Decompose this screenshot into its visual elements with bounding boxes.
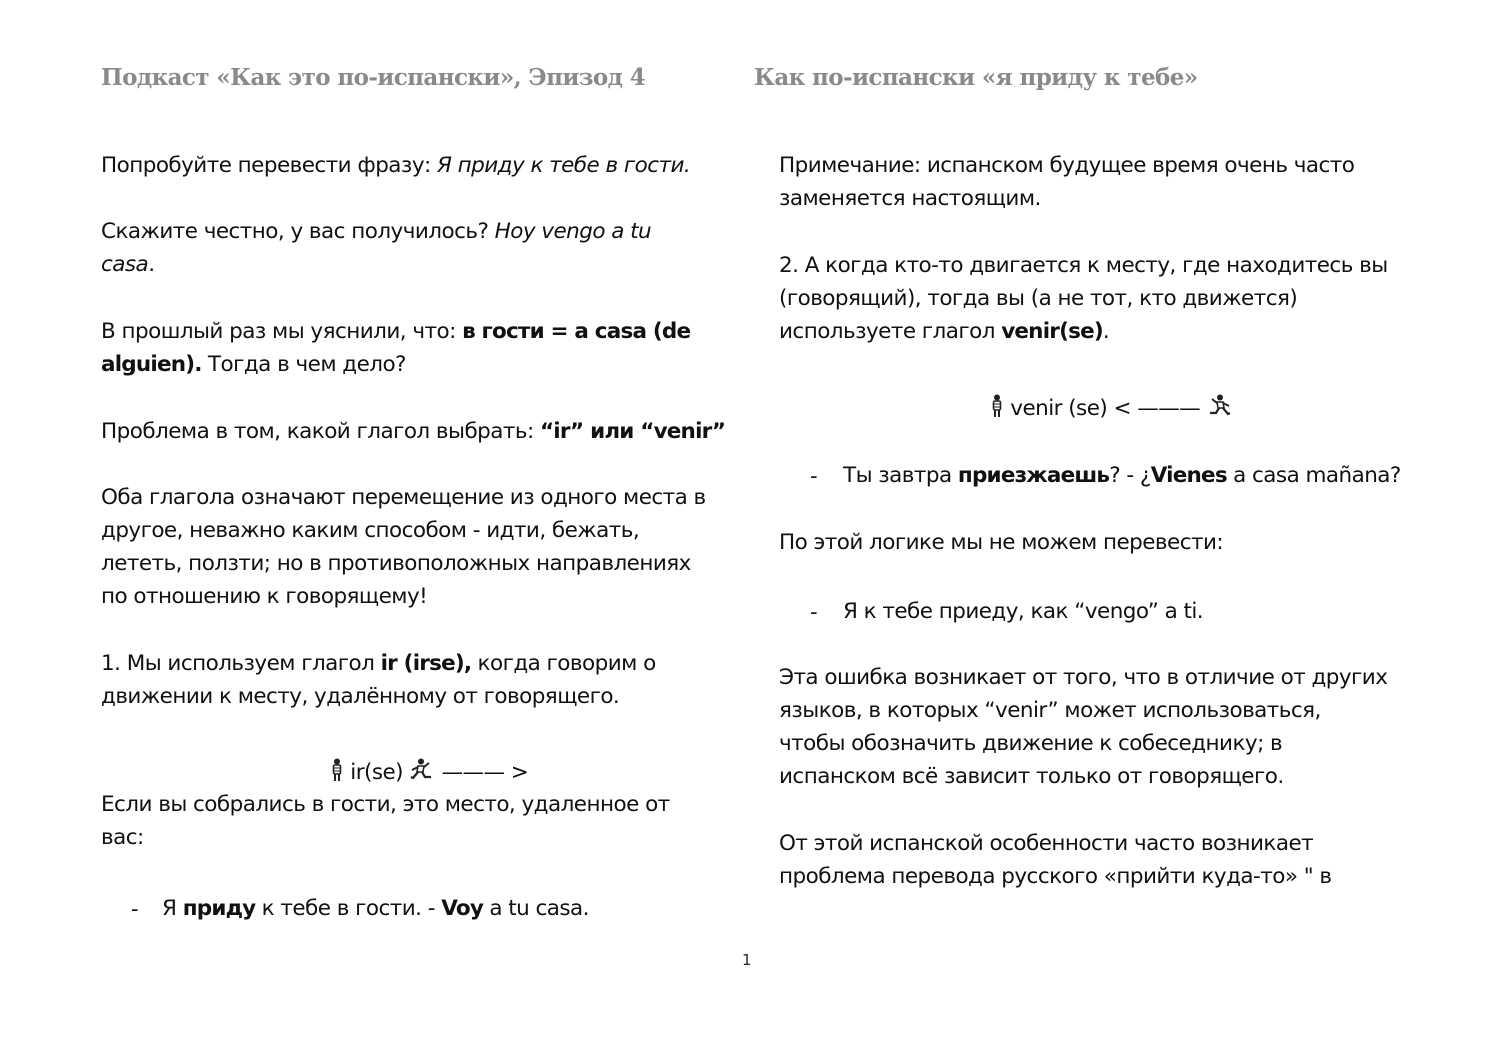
example-sentence: Я приду к тебе в гости. - Voy a tu casa. [162,896,589,921]
paragraph-4-line: испанском всё зависит только от говорящего. [779,764,1284,789]
ir-diagram: ir(se) ——— > [330,758,528,784]
paragraph-5-line: лететь, ползти; но в противоположных направлениях [101,551,691,576]
paragraph-1: Попробуйте перевести фразу: Я приду к тебе в гости. [101,153,691,178]
page-number: 1 [742,951,752,969]
paragraph-7-line: вас: [101,825,144,850]
paragraph-3: В прошлый раз мы уяснили, что: в гости = a casa (de [101,319,691,344]
example-sentence: Ты завтра приезжаешь? - ¿Vienes a casa mañana? [843,463,1401,488]
paragraph-2-line: (говорящий), тогда вы (а не тот, кто движется) [779,286,1298,311]
list-bullet: - [810,600,818,624]
list-bullet: - [810,464,818,488]
running-person-icon [1206,394,1232,418]
paragraph-2-line: 2. А когда кто-то двигается к месту, где находитесь вы [779,253,1388,278]
paragraph-5-line: Оба глагола означают перемещение из одного места в [101,485,706,510]
paragraph-5-line: по отношению к говорящему! [101,584,428,609]
list-bullet: - [131,897,139,921]
paragraph-5-line: проблема перевода русского «прийти куда-то» " в [779,864,1332,889]
paragraph-6: 1. Мы используем глагол ir (irse), когда говорим о [101,651,656,676]
paragraph-3-cont: alguien). Тогда в чем дело? [101,352,406,377]
standing-person-icon [330,758,344,782]
paragraph-2-cont: casa. [101,252,155,277]
note-line: Примечание: испанском будущее время очень часто [779,153,1355,178]
venir-diagram: venir (se) < ——— [990,394,1232,420]
paragraph-2: Скажите честно, у вас получилось? Hoy vengo a tu [101,219,652,244]
paragraph-4-line: языков, в которых “venir” может использоваться, [779,698,1321,723]
paragraph-4-line: Эта ошибка возникает от того, что в отличие от других [779,665,1388,690]
paragraph-3: По этой логике мы не можем перевести: [779,530,1224,555]
right-header: Как по-испански «я приду к тебе» [754,64,1198,91]
paragraph-5-line: другое, неважно каким способом - идти, бежать, [101,518,640,543]
standing-person-icon [990,394,1004,418]
paragraph-5-line: От этой испанской особенности часто возникает [779,831,1314,856]
paragraph-6-cont: движении к месту, удалённому от говорящего. [101,684,620,709]
note-line: заменяется настоящим. [779,186,1041,211]
example-sentence: Я к тебе приеду, как “vengo” a ti. [843,599,1204,624]
paragraph-7-line: Если вы собрались в гости, это место, удаленное от [101,792,670,817]
left-header: Подкаст «Как это по-испански», Эпизод 4 [101,64,646,91]
paragraph-4: Проблема в том, какой глагол выбрать: “ir” или “venir” [101,419,726,444]
paragraph-4-line: чтобы обозначить движение к собеседнику; в [779,731,1283,756]
paragraph-2-line: используете глагол venir(se). [779,319,1110,344]
running-person-icon [409,758,435,782]
